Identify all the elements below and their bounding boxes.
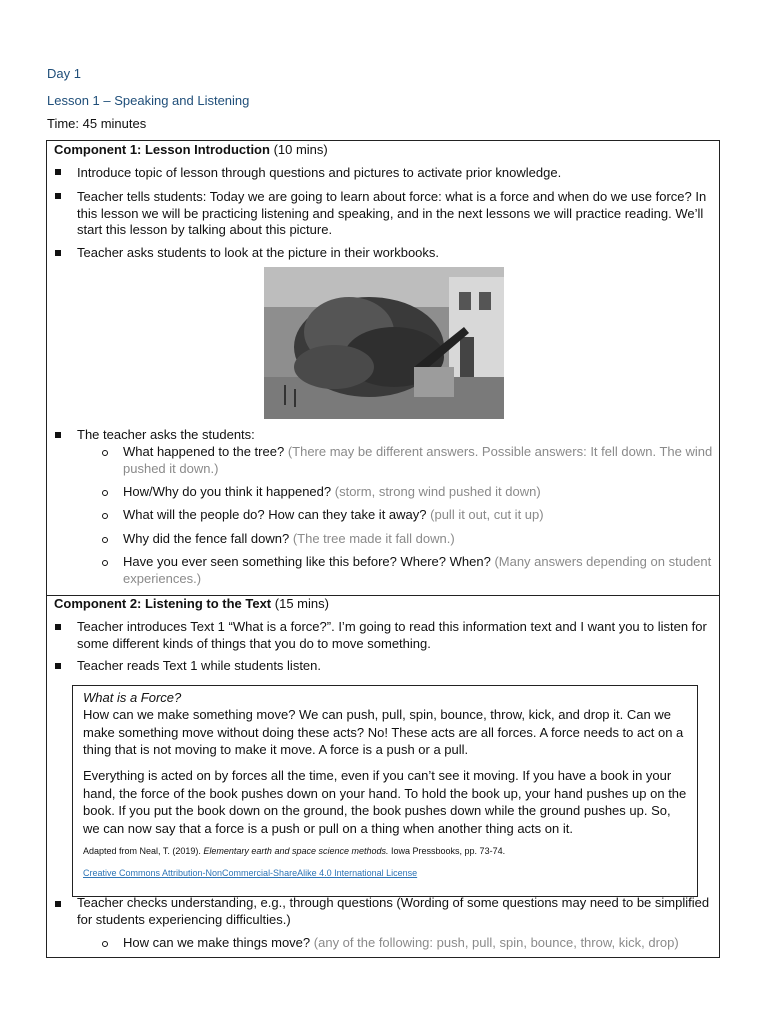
- bullet-icon: [55, 169, 61, 175]
- text-1-box: [72, 685, 698, 897]
- lesson-table: [46, 140, 720, 958]
- circle-bullet-icon: [102, 450, 108, 456]
- c1-bullet-2: Teacher tells students: Today we are going to learn about force: what is a force and when do we use force? In this lesson we will be practicing listening and speaking, and in the next lessons we will practice reading. We’ll start this lesson by talking about this picture.: [77, 189, 707, 237]
- text-1-title: What is a Force?: [83, 690, 182, 705]
- bullet-icon: [55, 432, 61, 438]
- text-1-source: Adapted from Neal, T. (2019). Elementary earth and space science methods. Iowa Pressbooks, pp. 73-74.: [83, 846, 506, 856]
- c1-question-5: Have you ever seen something like this before? Where? When? (Many answers depending on student experiences.): [123, 554, 712, 586]
- license-link[interactable]: Creative Commons Attribution-NonCommercial-ShareAlike 4.0 International License: [83, 868, 418, 878]
- bullet-icon: [55, 663, 61, 669]
- c2-bullet-1: Teacher introduces Text 1 “What is a force?”. I’m going to read this information text and I want you to listen for some different kinds of things that you do to move something.: [77, 619, 707, 651]
- lesson-time: Time: 45 minutes: [47, 116, 147, 131]
- c1-question-2: How/Why do you think it happened? (storm, strong wind pushed it down): [123, 484, 541, 499]
- component-1-duration: (10 mins): [273, 142, 328, 157]
- c1-question-1: What happened to the tree? (There may be different answers. Possible answers: It fell down. The wind pushed it down.): [123, 444, 713, 476]
- c2-bullet-2: Teacher reads Text 1 while students listen.: [77, 658, 322, 673]
- c1-bullet-4: The teacher asks the students:: [77, 427, 255, 442]
- c2-bullet-3: Teacher checks understanding, e.g., through questions (Wording of some questions may need to be simplified for students experiencing difficulties.): [77, 895, 710, 927]
- circle-bullet-icon: [102, 513, 108, 519]
- day-heading: Day 1: [47, 66, 81, 81]
- text-1-paragraph-2: Everything is acted on by forces all the time, even if you can’t see it moving. If you have a book in your hand, the force of the book pushes down on your hand. To hold the book up, your hand pushes up on the book. If you put the book down on the ground, the book pushes down while the ground pushes up. So, we can now say that a force is a push or pull on a thing when another thing acts on it.: [83, 768, 687, 836]
- component-2-heading: [54, 596, 329, 611]
- bullet-icon: [55, 193, 61, 199]
- c1-bullet-3: Teacher asks students to look at the picture in their workbooks.: [77, 245, 440, 260]
- c1-bullet-1: Introduce topic of lesson through questions and pictures to activate prior knowledge.: [77, 165, 562, 180]
- component-1-title: Component 1: Lesson Introduction: [54, 142, 270, 157]
- lesson-heading: Lesson 1 – Speaking and Listening: [47, 93, 250, 108]
- circle-bullet-icon: [102, 941, 108, 947]
- bullet-icon: [55, 250, 61, 256]
- component-1-heading: [54, 142, 328, 157]
- circle-bullet-icon: [102, 560, 108, 566]
- bullet-icon: [55, 624, 61, 630]
- component-2-title: Component 2: Listening to the Text: [54, 596, 272, 611]
- c1-question-3: What will the people do? How can they take it away? (pull it out, cut it up): [123, 507, 544, 522]
- circle-bullet-icon: [102, 537, 108, 543]
- component-2-duration: (15 mins): [274, 596, 329, 611]
- text-1-paragraph-1: How can we make something move? We can push, pull, spin, bounce, throw, kick, and drop it. Can we make something move without doing these acts? No! These acts are all forces. A force needs to act on a thing that is not moving to make it move. A force is a push or a pull.: [83, 707, 684, 757]
- c1-question-4: Why did the fence fall down? (The tree made it fall down.): [123, 531, 455, 546]
- circle-bullet-icon: [102, 490, 108, 496]
- fallen-tree-photo: [264, 267, 504, 419]
- bullet-icon: [55, 901, 61, 907]
- c2-question-1: How can we make things move? (any of the following: push, pull, spin, bounce, throw, kick, drop): [123, 935, 679, 950]
